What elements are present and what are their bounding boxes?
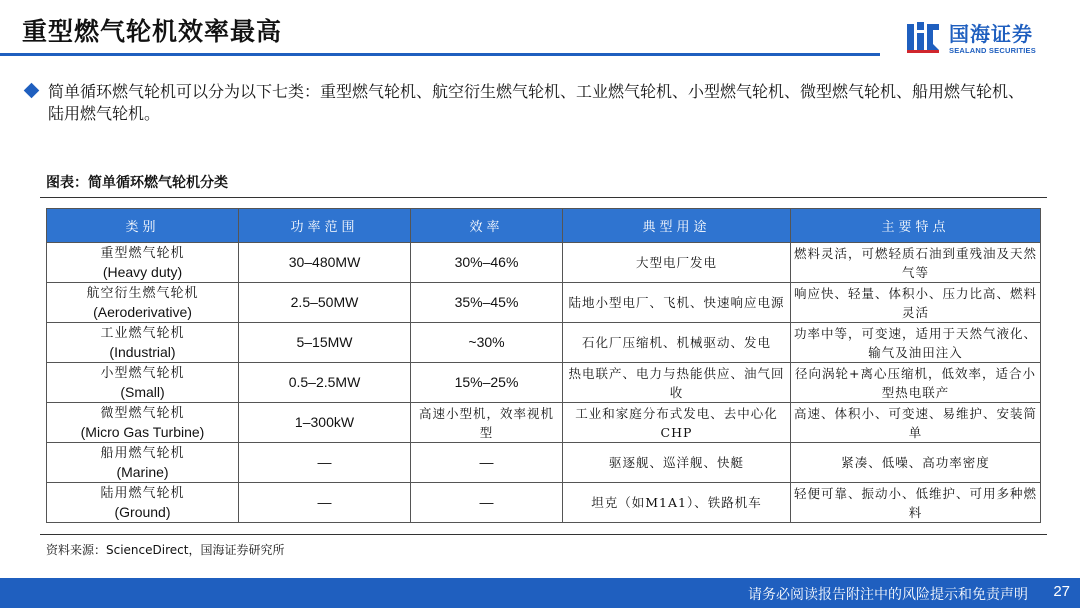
- category-name-en: (Aeroderivative): [93, 303, 192, 320]
- disclaimer-text: 请务必阅读报告附注中的风险提示和免责声明: [748, 587, 1028, 603]
- table-row: [47, 363, 1041, 403]
- summary-bullet: [48, 81, 1038, 125]
- features-cell: 径向涡轮+离心压缩机，低效率，适合小型热电联产: [791, 363, 1041, 403]
- category-name-cn: 航空衍生燃气轮机: [86, 285, 199, 301]
- category-cell: [47, 483, 239, 523]
- logo-text-cn: 国海证券: [949, 22, 1033, 46]
- footer-bar: [0, 578, 1080, 608]
- turbine-classification-table: [46, 208, 1041, 523]
- category-cell: [47, 323, 239, 363]
- efficiency-cell: 30%–46%: [411, 243, 563, 283]
- table-row: [47, 483, 1041, 523]
- category-name-en: (Industrial): [109, 343, 176, 360]
- usage-cell: 驱逐舰、巡洋舰、快艇: [563, 443, 791, 483]
- table-row: [47, 403, 1041, 443]
- efficiency-cell: —: [411, 443, 563, 483]
- power-cell: 0.5–2.5MW: [239, 363, 411, 403]
- efficiency-cell: 高速小型机，效率视机型: [411, 403, 563, 443]
- column-header-efficiency: 效率: [411, 209, 563, 243]
- category-name-cn: 陆用燃气轮机: [100, 485, 185, 501]
- column-header-usage: 典型用途: [563, 209, 791, 243]
- usage-cell: 陆地小型电厂、飞机、快速响应电源: [563, 283, 791, 323]
- category-name-cn: 工业燃气轮机: [100, 325, 185, 341]
- efficiency-cell: 15%–25%: [411, 363, 563, 403]
- category-name-en: (Marine): [116, 463, 169, 480]
- efficiency-cell: ~30%: [411, 323, 563, 363]
- category-name-cn: 小型燃气轮机: [100, 365, 185, 381]
- table-row: [47, 283, 1041, 323]
- source-note: 资料来源：ScienceDirect，国海证券研究所: [46, 543, 285, 557]
- category-name-cn: 微型燃气轮机: [100, 405, 185, 421]
- category-name-cn: 船用燃气轮机: [100, 445, 185, 461]
- figure-title: 图表：简单循环燃气轮机分类: [46, 175, 228, 191]
- table-row: [47, 243, 1041, 283]
- category-name-en: (Heavy duty): [102, 263, 183, 280]
- diamond-bullet-icon: [24, 83, 40, 99]
- company-logo: [905, 18, 1065, 60]
- column-header-category: 类别: [47, 209, 239, 243]
- usage-cell: 大型电厂发电: [563, 243, 791, 283]
- features-cell: 响应快、轻量、体积小、压力比高、燃料灵活: [791, 283, 1041, 323]
- category-name-en: (Micro Gas Turbine): [80, 423, 205, 440]
- power-cell: 2.5–50MW: [239, 283, 411, 323]
- table-row: [47, 323, 1041, 363]
- figure-top-rule: [40, 197, 1047, 198]
- usage-cell: 热电联产、电力与热能供应、油气回收: [563, 363, 791, 403]
- page-title: 重型燃气轮机效率最高: [22, 17, 283, 46]
- table-header-row: [47, 209, 1041, 243]
- power-cell: 1–300kW: [239, 403, 411, 443]
- features-cell: 轻便可靠、振动小、低维护、可用多种燃料: [791, 483, 1041, 523]
- power-cell: —: [239, 483, 411, 523]
- efficiency-cell: —: [411, 483, 563, 523]
- category-cell: [47, 243, 239, 283]
- figure-bottom-rule: [40, 534, 1047, 535]
- page-number: 27: [1053, 583, 1070, 600]
- title-underline: [0, 53, 880, 56]
- features-cell: 高速、体积小、可变速、易维护、安装简单: [791, 403, 1041, 443]
- efficiency-cell: 35%–45%: [411, 283, 563, 323]
- column-header-power: 功率范围: [239, 209, 411, 243]
- sealand-logo-icon: [905, 20, 941, 54]
- power-cell: —: [239, 443, 411, 483]
- category-cell: [47, 403, 239, 443]
- usage-cell: 坦克（如M1A1）、铁路机车: [563, 483, 791, 523]
- features-cell: 燃料灵活，可燃轻质石油到重残油及天然气等: [791, 243, 1041, 283]
- usage-cell: 工业和家庭分布式发电、去中心化CHP: [563, 403, 791, 443]
- category-cell: [47, 283, 239, 323]
- power-cell: 30–480MW: [239, 243, 411, 283]
- category-name-en: (Ground): [114, 503, 171, 520]
- features-cell: 紧凑、低噪、高功率密度: [791, 443, 1041, 483]
- category-name-cn: 重型燃气轮机: [100, 245, 185, 261]
- usage-cell: 石化厂压缩机、机械驱动、发电: [563, 323, 791, 363]
- category-cell: [47, 363, 239, 403]
- logo-text-en: SEALAND SECURITIES: [949, 46, 1036, 55]
- category-name-en: (Small): [120, 383, 165, 400]
- column-header-features: 主要特点: [791, 209, 1041, 243]
- power-cell: 5–15MW: [239, 323, 411, 363]
- summary-text: 简单循环燃气轮机可以分为以下七类：重型燃气轮机、航空衍生燃气轮机、工业燃气轮机、小型燃气轮机、微型燃气轮机、船用燃气轮机、陆用燃气轮机。: [48, 82, 1025, 123]
- table-row: [47, 443, 1041, 483]
- category-cell: [47, 443, 239, 483]
- features-cell: 功率中等，可变速，适用于天然气液化、输气及油田注入: [791, 323, 1041, 363]
